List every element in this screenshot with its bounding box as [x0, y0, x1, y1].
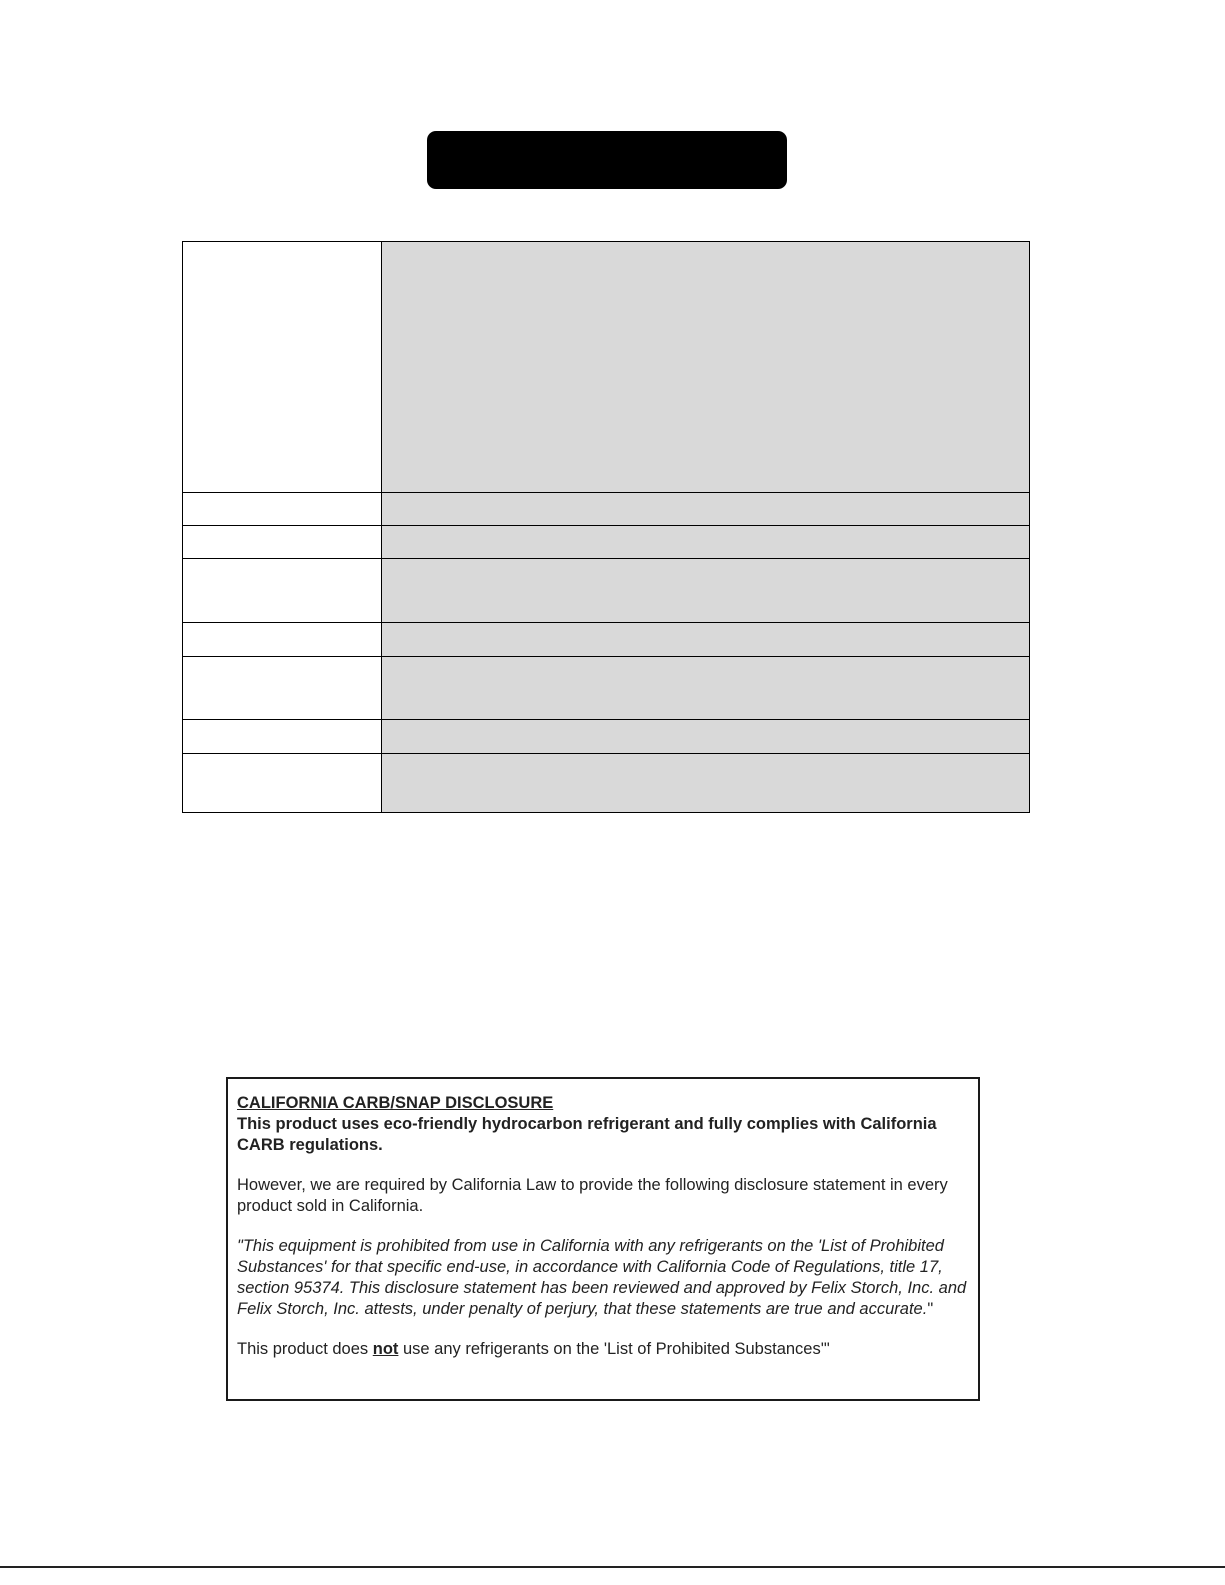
spec-table [182, 241, 1030, 813]
disclosure-statement-quote: "This equipment is prohibited from use in California with any refrigerants on the 'List of Prohibited Substances' for that specific end-use, in accordance with California Code of Regulations, title 17, section 95374. This disclosure statement has been reviewed and approved by Felix Storch, Inc. and Felix Storch, Inc. attests, under penalty of perjury, that these statements are true and accurate. [237, 1237, 967, 1318]
page-bottom-rule [0, 1566, 1225, 1568]
spec-value [382, 754, 1030, 813]
disclosure-final [237, 1339, 968, 1360]
disclosure-final-suffix: use any refrigerants on the 'List of Prohibited Substances'" [398, 1340, 830, 1358]
spec-value [382, 526, 1030, 559]
disclosure-intro: This product uses eco-friendly hydrocarbon refrigerant and fully complies with California CARB regulations. [237, 1115, 937, 1154]
table-row [183, 720, 1030, 754]
disclosure-heading: CALIFORNIA CARB/SNAP DISCLOSURE [237, 1094, 554, 1112]
spec-label [183, 526, 382, 559]
spec-value [382, 493, 1030, 526]
title-banner [427, 131, 787, 189]
disclosure-final-prefix: This product does [237, 1340, 373, 1358]
spec-value [382, 623, 1030, 657]
spec-label [183, 623, 382, 657]
disclosure-statement-close: " [927, 1300, 934, 1318]
spec-value [382, 720, 1030, 754]
carb-disclosure-box [226, 1077, 980, 1401]
table-row [183, 559, 1030, 623]
table-row [183, 526, 1030, 559]
table-row [183, 754, 1030, 813]
table-row [183, 623, 1030, 657]
spec-label [183, 720, 382, 754]
spec-label [183, 242, 382, 493]
disclosure-statement [237, 1236, 968, 1320]
spec-label [183, 493, 382, 526]
spec-value [382, 657, 1030, 720]
table-row [183, 657, 1030, 720]
spec-label [183, 657, 382, 720]
table-row [183, 242, 1030, 493]
spec-label [183, 754, 382, 813]
table-row [183, 493, 1030, 526]
disclosure-requirement: However, we are required by California Law to provide the following disclosure statement in every product sold in California. [237, 1176, 948, 1215]
spec-value [382, 559, 1030, 623]
spec-label [183, 559, 382, 623]
spec-value [382, 242, 1030, 493]
disclosure-final-emphasis: not [372, 1340, 399, 1358]
